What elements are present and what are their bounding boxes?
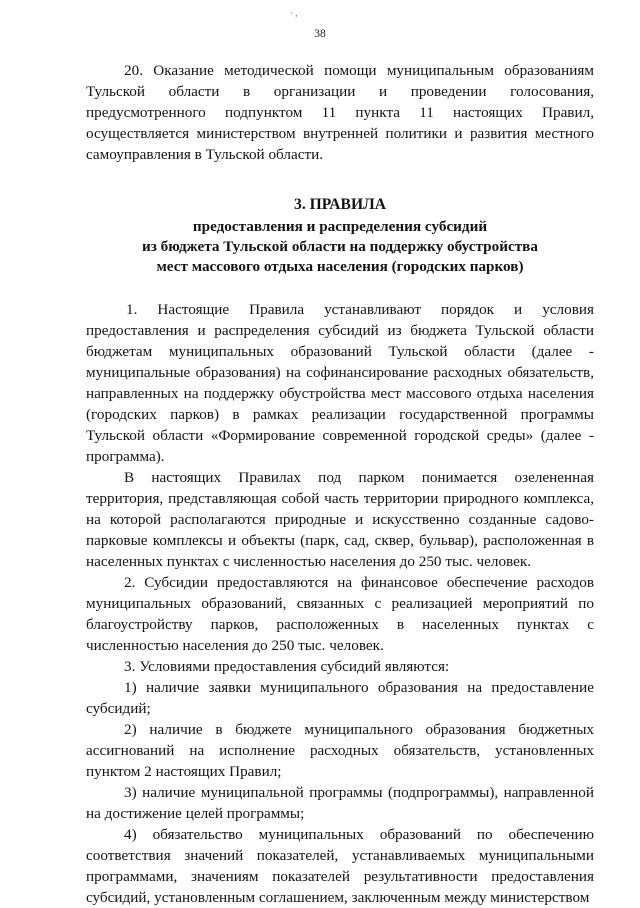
condition-4: 4) обязательство муниципальных образований по обеспечению соответствия значений показателей, устанавливаемых муниципальными программами, значениям показателей результативности предоставления субсидий, установленным соглашением, заключенным между министерством	[86, 826, 594, 906]
section-subtitle-line-3: мест массового отдыха населения (городских парков)	[156, 258, 524, 275]
paragraph-3: 3. Условиями предоставления субсидий являются:	[124, 658, 450, 675]
page-number: 38	[314, 28, 326, 40]
paragraph-2: 2. Субсидии предоставляются на финансовое обеспечение расходов муниципальных образований, связанных с реализацией мероприятий по благоустройству парков, расположенных в населенных пунктах с численностью населения до 250 тыс. человек.	[86, 574, 594, 654]
scan-marks: · ,	[290, 8, 298, 18]
paragraph-1: 1. Настоящие Правила устанавливают порядок и условия предоставления и распределения субсидий из бюджета Тульской области бюджетам муниципальных образований Тульской области (далее - муниципальные образования) на софинансирование расходных обязательств, направленных на поддержку обустройства мест массового отдыха населения (городских парков) в рамках реализации государственной программы Тульской области «Формирование современной городской среды» (далее - программа).	[86, 301, 594, 465]
section-subtitle-line-1: предоставления и распределения субсидий	[192, 218, 488, 235]
condition-3: 3) наличие муниципальной программы (подпрограммы), направленной на достижение целей программы;	[86, 784, 594, 822]
paragraph-park-definition: В настоящих Правилах под парком понимается озелененная территория, представляющая собой часть территории природного комплекса, на которой располагаются природные и искусственно созданные садово-паркoвые комплексы и объекты (парк, сад, сквер, бульвар), расположенная в населенных пунктах с численностью населения до 250 тыс. человек.	[86, 469, 594, 570]
condition-1: 1) наличие заявки муниципального образования на предоставление субсидий;	[86, 679, 594, 717]
document-body	[86, 60, 594, 908]
condition-2: 2) наличие в бюджете муниципального образования бюджетных ассигнований на исполнение расходных обязательств, установленных пунктом 2 настоящих Правил;	[86, 721, 594, 780]
section-heading	[86, 195, 594, 277]
section-title: 3. ПРАВИЛА	[294, 196, 386, 213]
paragraph-20: 20. Оказание методической помощи муниципальным образованиям Тульской области в организации и проведении голосования, предусмотренного подпунктом 11 пункта 11 настоящих Правил, осуществляется министерством внутренней политики и развития местного самоуправления в Тульской области.	[86, 62, 594, 163]
section-subtitle-line-2: из бюджета Тульской области на поддержку обустройства	[142, 238, 538, 255]
